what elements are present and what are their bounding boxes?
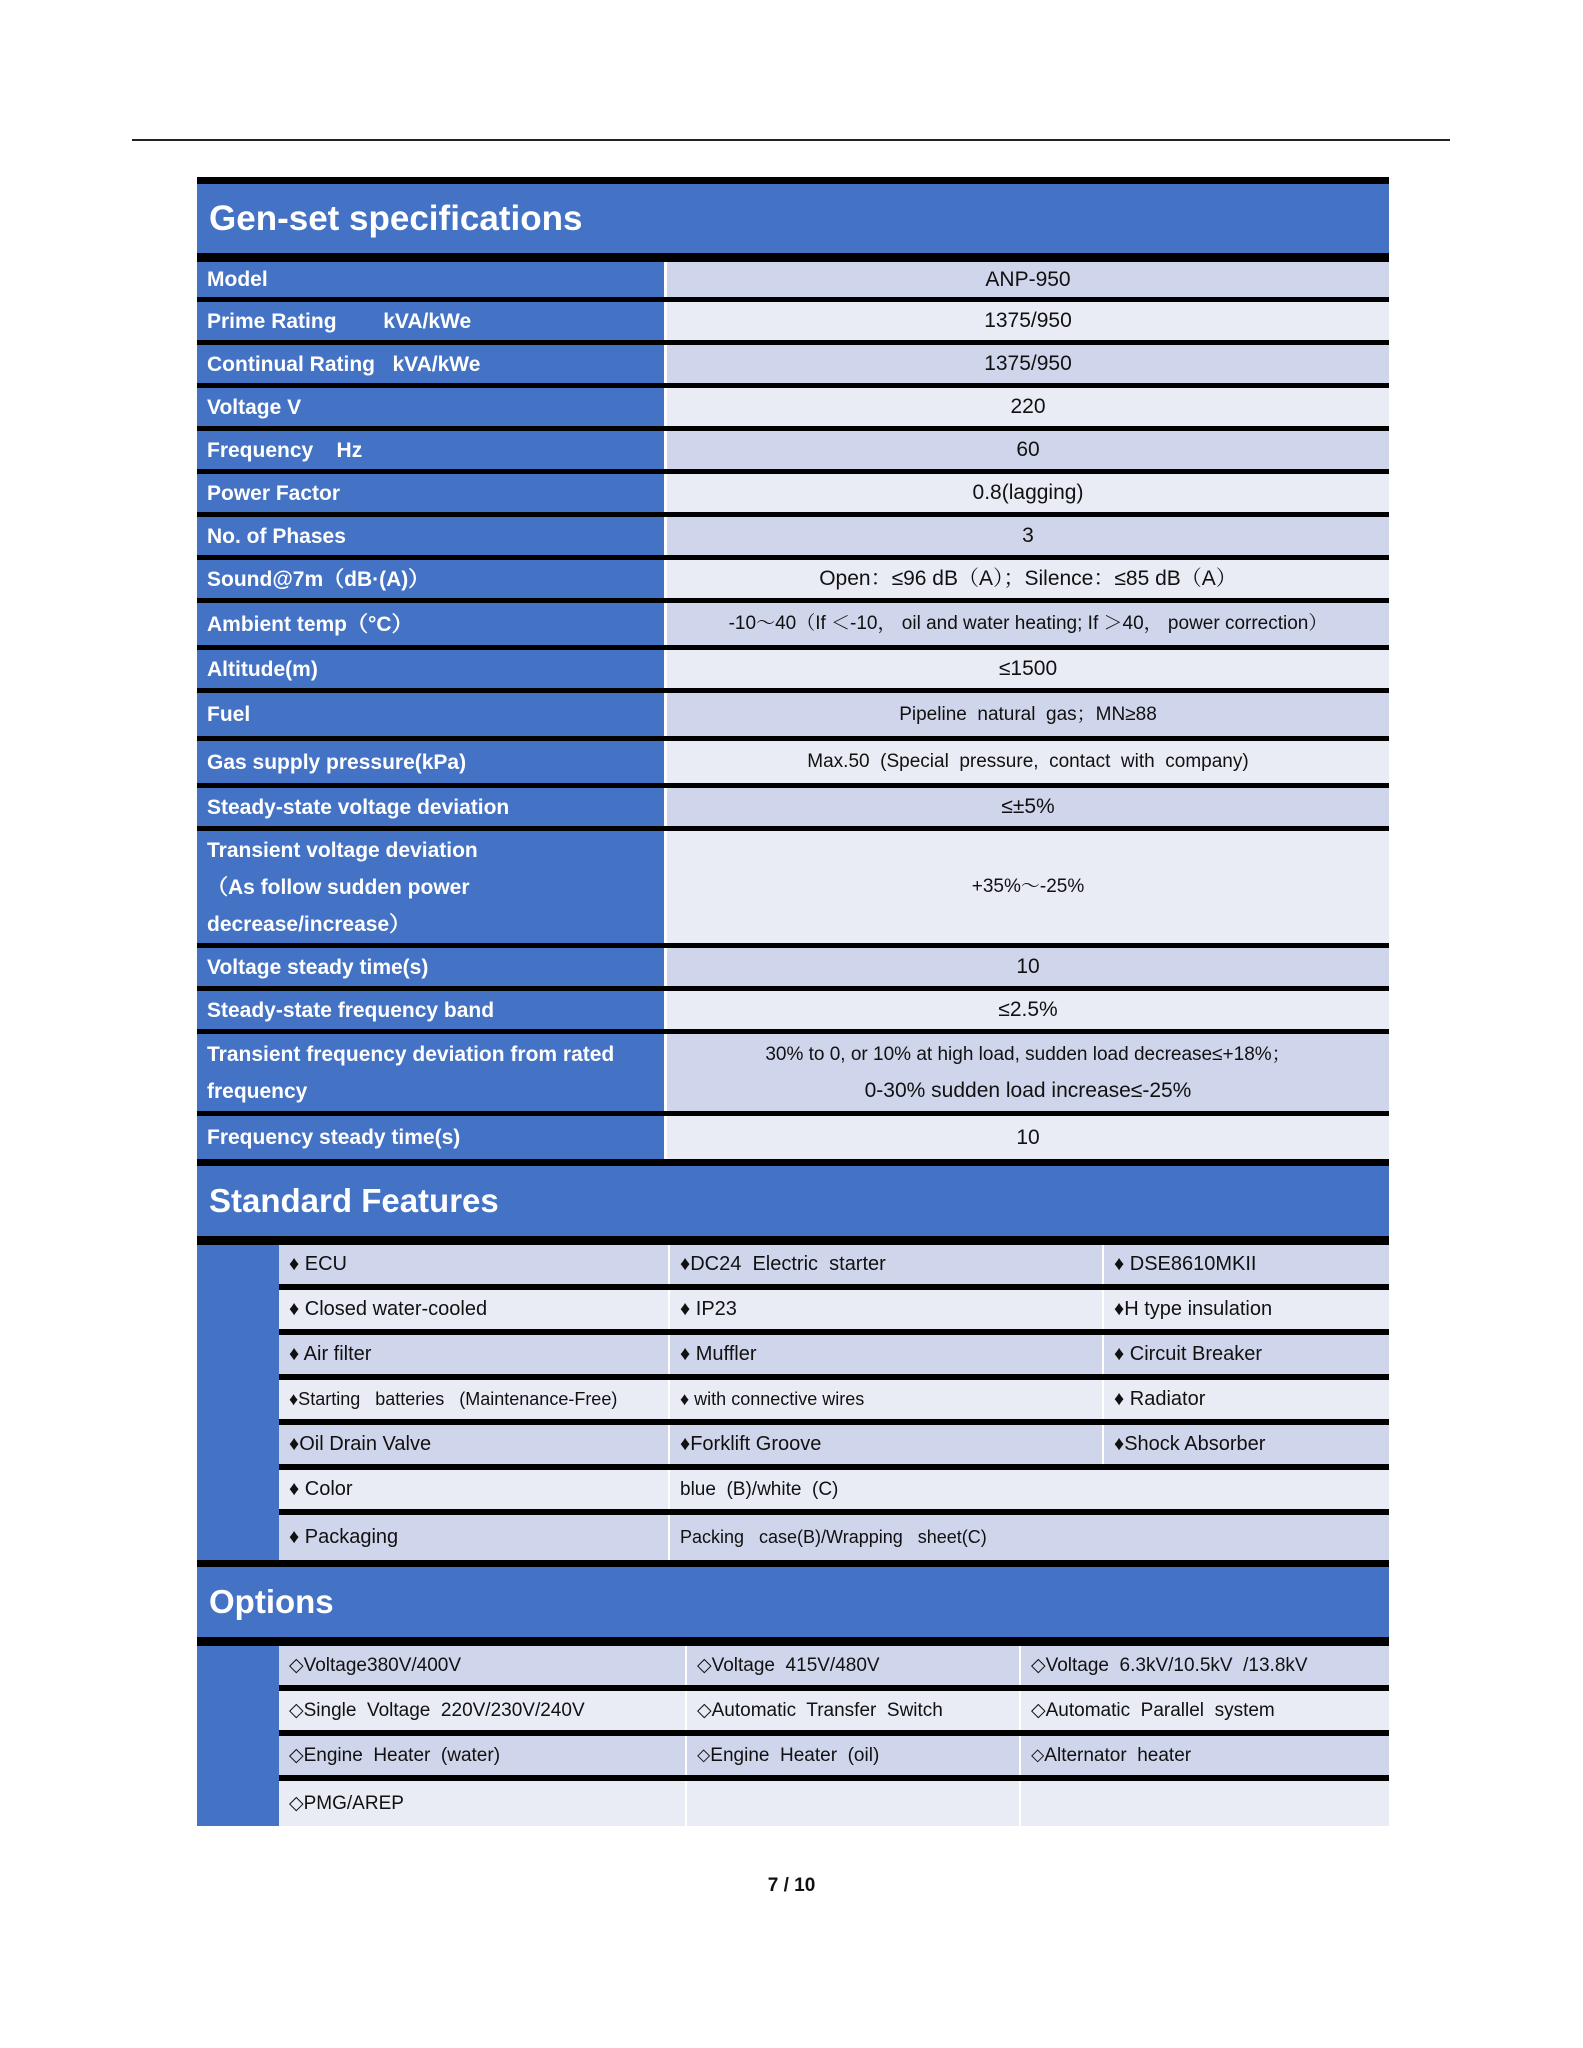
spec-value: ≤1500 — [667, 650, 1389, 688]
spec-label — [197, 1034, 667, 1111]
feature-cell: ♦ Circuit Breaker — [1104, 1335, 1389, 1374]
spec-label-line: （As follow sudden power — [207, 875, 470, 899]
feature-cell: ♦Forklift Groove — [670, 1425, 1104, 1464]
spec-label: Voltage V — [197, 388, 667, 426]
spec-label — [197, 831, 667, 943]
spec-label: Prime Rating kVA/kWe — [197, 302, 667, 340]
feature-row — [279, 1335, 1389, 1380]
feature-cell: ♦ Color — [279, 1470, 670, 1509]
feature-cell: ♦Oil Drain Valve — [279, 1425, 670, 1464]
spec-value-line: 0-30% sudden load increase≤-25% — [864, 1078, 1192, 1102]
option-cell: ◇Automatic Parallel system — [1021, 1691, 1389, 1730]
feature-cell: Packing case(B)/Wrapping sheet(C) — [670, 1515, 1389, 1560]
feature-cell: ♦ DSE8610MKII — [1104, 1245, 1389, 1284]
feature-row — [279, 1515, 1389, 1560]
option-cell: ◇Voltage 6.3kV/10.5kV /13.8kV — [1021, 1646, 1389, 1685]
spec-value: 0.8(lagging) — [667, 474, 1389, 512]
spec-label: Fuel — [197, 693, 667, 736]
feature-row — [279, 1380, 1389, 1425]
option-cell: ◇PMG/AREP — [279, 1781, 687, 1826]
spec-label: Gas supply pressure(kPa) — [197, 741, 667, 783]
section-title-standard-features — [197, 1159, 1389, 1245]
feature-cell: ♦Starting batteries (Maintenance-Free) — [279, 1380, 670, 1419]
option-row — [279, 1646, 1389, 1691]
feature-cell: ♦ Closed water-cooled — [279, 1290, 670, 1329]
option-cell: ◇Automatic Transfer Switch — [687, 1691, 1021, 1730]
standard-features-table — [197, 1245, 1389, 1560]
section-title-text: Gen-set specifications — [209, 198, 583, 238]
spec-row-gas-pressure — [197, 741, 1389, 788]
spec-row-transient-frequency — [197, 1034, 1389, 1116]
spec-row-ambient-temp — [197, 603, 1389, 650]
feature-cell: ♦ Packaging — [279, 1515, 670, 1560]
table-side-band — [197, 1646, 279, 1826]
spec-label: Altitude(m) — [197, 650, 667, 688]
section-title-text: Standard Features — [209, 1182, 499, 1219]
spec-value: 10 — [667, 1116, 1389, 1159]
option-cell — [687, 1781, 1021, 1826]
feature-row — [279, 1470, 1389, 1515]
spec-row-frequency-band — [197, 991, 1389, 1034]
spec-value: ANP-950 — [667, 262, 1389, 297]
spec-label-line: Transient frequency deviation from rated — [207, 1042, 615, 1066]
option-cell: ◇Voltage 415V/480V — [687, 1646, 1021, 1685]
option-cell: ⬦Alternator heater — [1021, 1736, 1389, 1775]
option-cell — [1021, 1781, 1389, 1826]
spec-row-sound — [197, 560, 1389, 603]
spec-value: Open：≤96 dB（A）；Silence：≤85 dB（A） — [667, 560, 1389, 598]
feature-cell: ♦DC24 Electric starter — [670, 1245, 1104, 1284]
spec-value: ≤±5% — [667, 788, 1389, 826]
spec-label: Power Factor — [197, 474, 667, 512]
spec-label: Steady-state voltage deviation — [197, 788, 667, 826]
spec-row-frequency — [197, 431, 1389, 474]
spec-label-line: frequency — [207, 1079, 308, 1103]
spec-label-line: Transient voltage deviation — [207, 838, 478, 862]
header-rule — [132, 139, 1450, 141]
section-title-text: Options — [209, 1583, 334, 1620]
spec-label: Frequency Hz — [197, 431, 667, 469]
option-row — [279, 1781, 1389, 1826]
option-row — [279, 1736, 1389, 1781]
spec-row-altitude — [197, 650, 1389, 693]
spec-row-voltage-deviation — [197, 788, 1389, 831]
option-cell: ◇Voltage380V/400V — [279, 1646, 687, 1685]
feature-cell: ♦ IP23 — [670, 1290, 1104, 1329]
feature-cell: ♦ ECU — [279, 1245, 670, 1284]
spec-value: 1375/950 — [667, 345, 1389, 383]
spec-value: 1375/950 — [667, 302, 1389, 340]
spec-value: 60 — [667, 431, 1389, 469]
option-cell: ⬦Engine Heater (oil) — [687, 1736, 1021, 1775]
feature-cell: ♦ Air filter — [279, 1335, 670, 1374]
page-number: 7 / 10 — [767, 1875, 816, 1896]
section-title-specifications — [197, 177, 1389, 262]
option-cell: ◇Engine Heater (water) — [279, 1736, 687, 1775]
spec-label: Continual Rating kVA/kWe — [197, 345, 667, 383]
spec-row-model — [197, 262, 1389, 302]
spec-label: Frequency steady time(s) — [197, 1116, 667, 1159]
feature-cell: blue (B)/white (C) — [670, 1470, 1389, 1509]
spec-label-line: decrease/increase） — [207, 912, 411, 936]
spec-value: -10～40（If ＜-10， oil and water heating; If ＞40， power correction） — [667, 603, 1389, 645]
feature-row — [279, 1425, 1389, 1470]
spec-row-phases — [197, 517, 1389, 560]
spec-sheet — [197, 177, 1389, 1826]
feature-cell: ♦Shock Absorber — [1104, 1425, 1389, 1464]
spec-label: Steady-state frequency band — [197, 991, 667, 1029]
spec-value: 10 — [667, 948, 1389, 986]
spec-value: Max.50 (Special pressure, contact with company) — [667, 741, 1389, 783]
spec-row-fuel — [197, 693, 1389, 741]
spec-label: No. of Phases — [197, 517, 667, 555]
feature-cell: ♦ Radiator — [1104, 1380, 1389, 1419]
spec-value — [667, 1034, 1389, 1111]
feature-cell: ♦ Muffler — [670, 1335, 1104, 1374]
feature-cell: ♦ with connective wires — [670, 1380, 1104, 1419]
spec-value: Pipeline natural gas；MN≥88 — [667, 693, 1389, 736]
spec-label: Voltage steady time(s) — [197, 948, 667, 986]
table-side-band — [197, 1245, 279, 1560]
spec-value: ≤2.5% — [667, 991, 1389, 1029]
feature-cell: ♦H type insulation — [1104, 1290, 1389, 1329]
spec-value: 220 — [667, 388, 1389, 426]
option-cell: ◇Single Voltage 220V/230V/240V — [279, 1691, 687, 1730]
options-table — [197, 1646, 1389, 1826]
spec-value: 3 — [667, 517, 1389, 555]
spec-row-voltage-steady-time — [197, 948, 1389, 991]
spec-label: Ambient temp（°C） — [197, 603, 667, 645]
spec-row-voltage — [197, 388, 1389, 431]
spec-label: Sound@7m（dB·(A)） — [197, 560, 667, 598]
spec-label: Model — [197, 262, 667, 297]
spec-row-continual-rating — [197, 345, 1389, 388]
spec-table — [197, 262, 1389, 1159]
spec-value: +35%～-25% — [667, 831, 1389, 943]
feature-row — [279, 1245, 1389, 1290]
spec-row-frequency-steady-time — [197, 1116, 1389, 1159]
option-row — [279, 1691, 1389, 1736]
spec-row-power-factor — [197, 474, 1389, 517]
feature-row — [279, 1290, 1389, 1335]
spec-value-line: 30% to 0, or 10% at high load, sudden load decrease≤+18%； — [765, 1043, 1291, 1065]
spec-row-prime-rating — [197, 302, 1389, 345]
spec-row-transient-voltage — [197, 831, 1389, 948]
section-title-options — [197, 1560, 1389, 1646]
